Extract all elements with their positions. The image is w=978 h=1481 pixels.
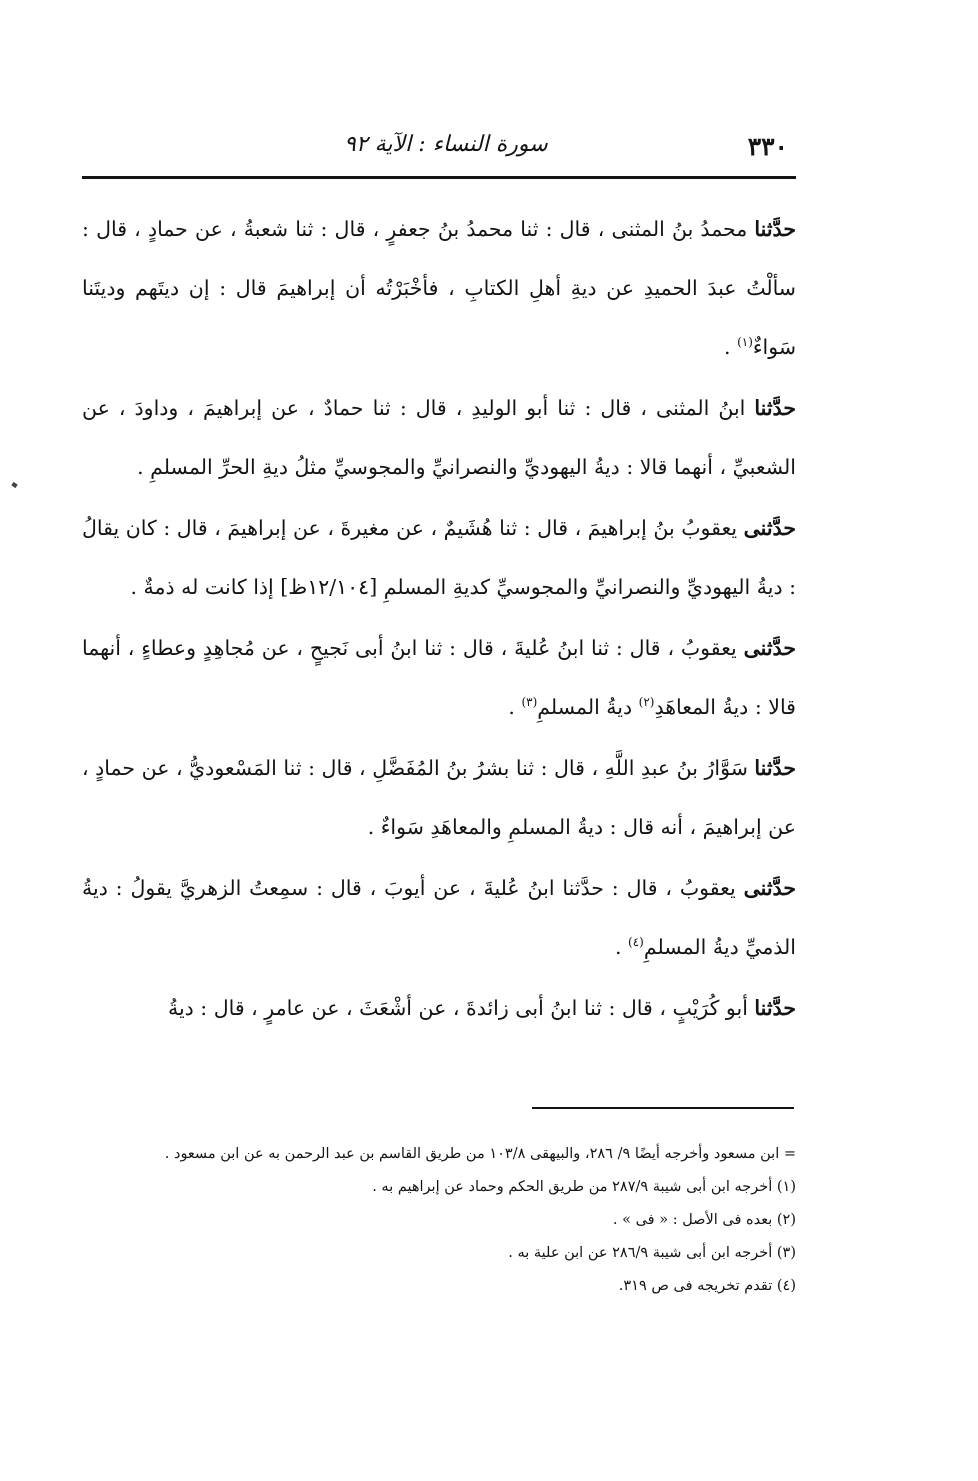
footnote: = ابن مسعود وأخرجه أيضًا ٩/ ٢٨٦، والبيهقى ١٠٣/٨ من طريق القاسم بن عبد الرحمن به عن ابن مسعود . — [164, 1146, 796, 1162]
page-number: ٣٣٠ — [747, 132, 788, 161]
paragraph — [82, 200, 796, 377]
paragraph-text: يعقوبُ ، قال : ثنا ابنُ عُليةَ ، قال : ثنا ابنُ أبى نَجيحٍ ، عن مُجاهِدٍ وعطاءٍ ، أنهما قالا : ديةُ المعاهَدِ — [82, 636, 796, 719]
narration-lead: حدَّثنى — [743, 876, 796, 900]
footnote: (٣) أخرجه ابن أبى شيبة ٢٨٦/٩ عن ابن علية به . — [508, 1245, 796, 1261]
footnote-ref: (٤) — [628, 935, 644, 950]
paragraph — [82, 379, 796, 497]
footnote-ref: (٢) — [638, 695, 655, 710]
paragraph — [82, 619, 796, 737]
footnote: (٢) بعده فى الأصل : « فى » . — [612, 1212, 796, 1228]
footnote-ref: (١) — [737, 335, 753, 350]
narration-lead: حدَّثنا — [754, 756, 796, 780]
paragraph — [82, 979, 796, 1038]
paragraph-tail: . — [508, 695, 522, 719]
paragraph-text: يعقوبُ بنُ إبراهيمَ ، قال : ثنا هُشَيمٌ ، عن مغيرةَ ، عن إبراهيمَ ، قال : كان يقالُ : ديةُ اليهوديِّ والنصرانيِّ والمجوسيِّ كديةِ المسلمِ [١٢/١٠٤ظ] إذا كانت له ذمةٌ . — [82, 516, 796, 599]
narration-lead: حدَّثنى — [743, 636, 796, 660]
narration-lead: حدَّثنا — [754, 217, 796, 241]
paragraph-tail: . — [614, 935, 629, 959]
paragraph-tail: . — [724, 335, 738, 359]
footnotes — [82, 1138, 796, 1303]
paragraph-text: يعقوبُ ، قال : حدَّثنا ابنُ عُليةَ ، عن أيوبَ ، قال : سمِعتُ الزهريَّ يقولُ : ديةُ الذميِّ ديةُ المسلمِ — [82, 876, 796, 959]
main-text — [82, 200, 796, 1040]
narration-lead: حدَّثنا — [754, 996, 796, 1020]
paragraph-text: سَوَّارُ بنُ عبدِ اللَّهِ ، قال : ثنا بشرُ بنُ المُفَضَّلِ ، قال : ثنا المَسْعوديُّ ، عن حمادٍ ، عن إبراهيمَ ، أنه قال : ديةُ المسلمِ والمعاهَدِ سَواءٌ . — [82, 756, 796, 839]
narration-lead: حدَّثنى — [743, 516, 796, 540]
paragraph — [82, 739, 796, 857]
paragraph — [82, 499, 796, 617]
page-header — [82, 128, 796, 168]
footnote-ref: (٣) — [521, 695, 538, 710]
paragraph-text: ابنُ المثنى ، قال : ثنا أبو الوليدِ ، قال : ثنا حمادٌ ، عن إبراهيمَ ، وداودَ ، عن الشعبيِّ ، أنهما قالا : ديةُ اليهوديِّ والنصرانيِّ والمجوسيِّ مثلُ ديةِ الحرِّ المسلمِ . — [82, 396, 796, 479]
header-rule — [82, 176, 796, 179]
footnote: (٤) تقدم تخريجه فى ص ٣١٩. — [618, 1278, 796, 1294]
paragraph — [82, 859, 796, 977]
running-title: سورة النساء : الآية ٩٢ — [344, 132, 548, 157]
footnote: (١) أخرجه ابن أبى شيبة ٢٨٧/٩ من طريق الحكم وحماد عن إبراهيم به . — [372, 1179, 796, 1195]
paragraph-text: محمدُ بنُ المثنى ، قال : ثنا محمدُ بنُ جعفرٍ ، قال : ثنا شعبةُ ، عن حمادٍ ، قال : سألْتُ عبدَ الحميدِ عن ديةِ أهلِ الكتابِ ، فأخْبَرْتُه أن إبراهيمَ قال : إن ديتَهم وديتَنا سَواءٌ — [82, 217, 796, 359]
narration-lead: حدَّثنا — [754, 396, 796, 420]
scan-speck — [11, 482, 17, 488]
footnote-separator — [532, 1107, 794, 1109]
paragraph-text: ديةُ المسلمِ — [537, 695, 639, 719]
paragraph-text: أبو كُرَيْبٍ ، قال : ثنا ابنُ أبى زائدةَ ، عن أشْعَثَ ، عن عامرٍ ، قال : ديةُ — [167, 996, 755, 1020]
